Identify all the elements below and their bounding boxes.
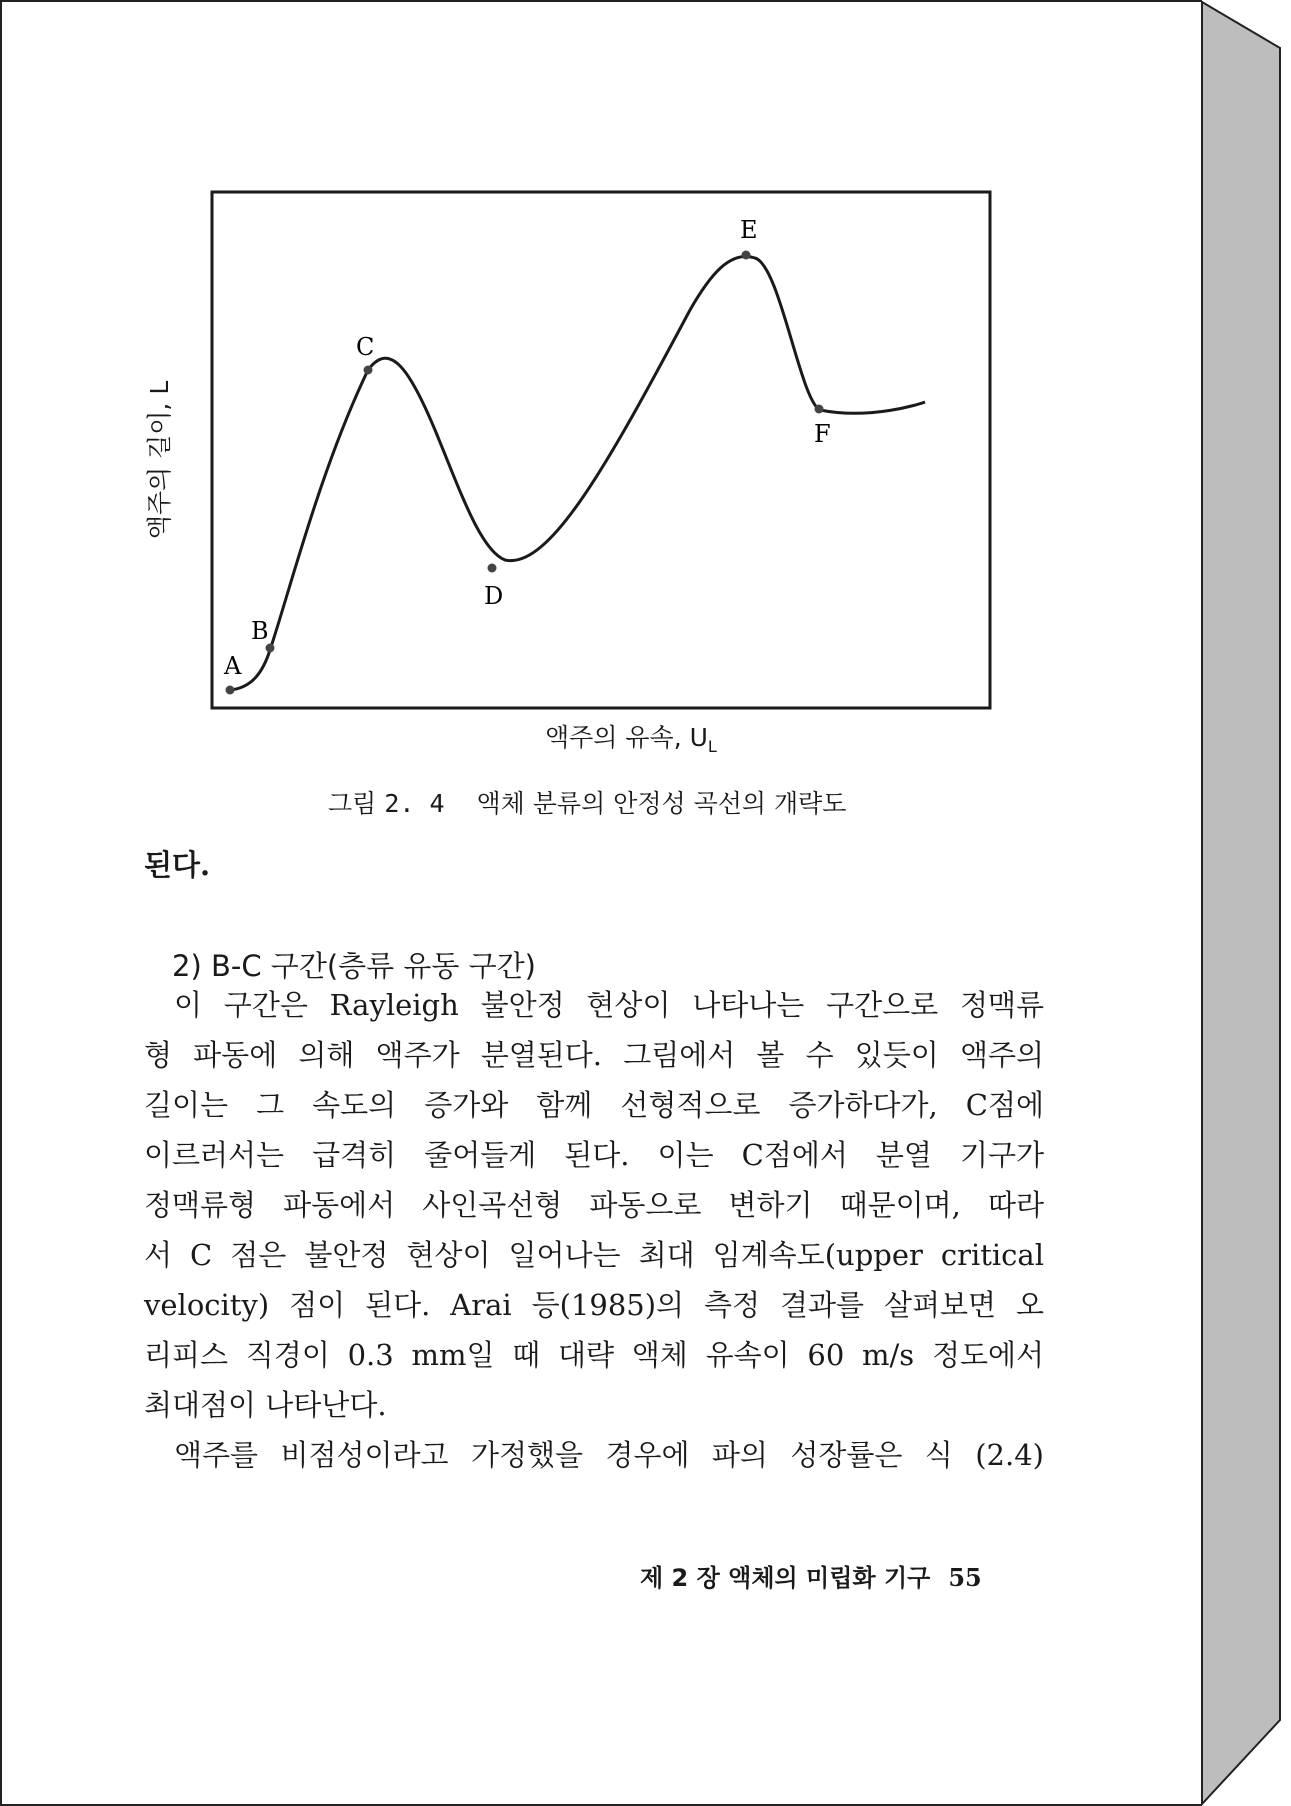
point-e-marker — [742, 251, 751, 260]
body-line-6: 서 C 점은 불안정 현상이 일어나는 최대 임계속도(upper critical — [144, 1238, 1044, 1272]
point-b-label: B — [251, 617, 269, 645]
body-paragraph — [144, 980, 1044, 1480]
continuation-line: 된다. — [144, 848, 211, 882]
point-d-marker — [488, 564, 497, 573]
body-line-9: 최대점이 나타난다. — [144, 1388, 387, 1422]
body-line-4: 이르러서는 급격히 줄어들게 된다. 이는 C점에서 분열 기구가 — [144, 1138, 1044, 1172]
figure-caption — [328, 784, 846, 820]
point-c-label: C — [356, 333, 375, 361]
point-d-label: D — [484, 582, 504, 610]
caption-number: 2. 4 — [384, 789, 445, 818]
point-a-label: A — [224, 652, 242, 680]
body-line-8: 리피스 직경이 0.3 mm일 때 대략 액체 유속이 60 m/s 정도에서 — [144, 1338, 1044, 1372]
body-line-7: velocity) 점이 된다. Arai 등(1985)의 측정 결과를 살펴보면 오 — [144, 1288, 1044, 1322]
stability-curve-chart — [150, 180, 1010, 720]
chapter-title: 제 2 장 액체의 미립화 기구 — [640, 1564, 931, 1592]
point-a-marker — [226, 686, 235, 695]
point-c-marker — [364, 366, 373, 375]
caption-text: 액체 분류의 안정성 곡선의 개략도 — [476, 789, 847, 818]
x-axis-label — [545, 718, 717, 756]
body-line-1: 이 구간은 Rayleigh 불안정 현상이 나타나는 구간으로 정맥류 — [174, 988, 1044, 1022]
section-heading: 2) B-C 구간(층류 유동 구간) — [172, 949, 536, 983]
caption-prefix: 그림 — [328, 789, 377, 818]
stability-curve-line — [230, 257, 925, 690]
point-f-marker — [815, 405, 824, 414]
plot-frame — [212, 192, 990, 708]
page-footer — [640, 1558, 982, 1593]
x-axis-label-text: 액주의 유속, U — [545, 723, 708, 752]
body-line-3: 길이는 그 속도의 증가와 함께 선형적으로 증가하다가, C점에 — [144, 1088, 1044, 1122]
point-e-label: E — [740, 216, 758, 244]
x-axis-label-subscript: L — [707, 737, 717, 756]
body-line-2: 형 파동에 의해 액주가 분열된다. 그림에서 볼 수 있듯이 액주의 — [144, 1038, 1044, 1072]
page-number: 55 — [948, 1563, 982, 1592]
body-line-10: 액주를 비점성이라고 가정했을 경우에 파의 성장률은 식 (2.4) — [174, 1438, 1044, 1472]
point-f-label: F — [814, 420, 831, 448]
body-line-5: 정맥류형 파동에서 사인곡선형 파동으로 변하기 때문이며, 따라 — [144, 1188, 1044, 1222]
y-axis-label: 액주의 길이, L — [145, 380, 174, 540]
